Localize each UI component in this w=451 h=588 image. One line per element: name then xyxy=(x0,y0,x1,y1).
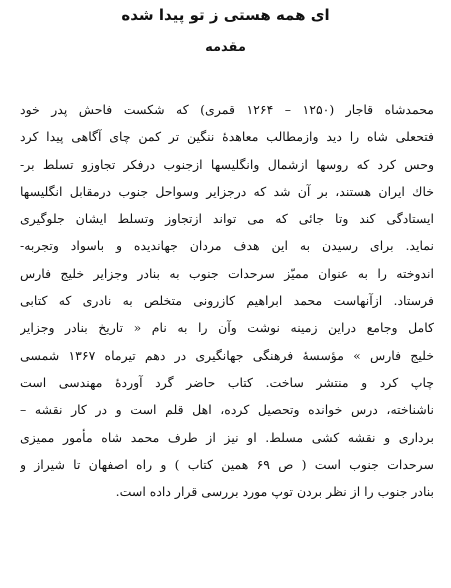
text-line: اندوخته را به عنوان ممیّز سرحدات جنوب به بنادر وجزایر خلیج فارس xyxy=(20,265,434,281)
text-line: ناشناخته، درس خوانده وتحصیل کرده، اهل قلم است و در کار نقشه – xyxy=(20,402,434,418)
text-line: سرحدات جنوب است ( ص ۶۹ همین کتاب ) و راه اصفهان تا شیراز و xyxy=(20,456,434,472)
text-line: نماید. برای رسیدن به این هدف مردان جهاندیده و باسواد وتجربه- xyxy=(20,238,434,254)
text-line: محمدشاه قاجار (۱۲۵۰ – ۱۲۶۴ قمری) که شکست فاحش پدر خود xyxy=(20,102,434,117)
text-line: چاپ کرد و منتشر ساخت. کتاب حاضر گرد آوردهٔ مهندسی است xyxy=(20,374,434,390)
text-line: بنادر جنوب را از نظر بردن توپ مورد بررسی قرار داده است. xyxy=(115,484,434,500)
text-line: برداری و نقشه کشی مسلط. او نیز از طرف محمد شاه مأمور ممیزی xyxy=(20,429,434,445)
document-title: ای همه هستی ز تو پیدا شده xyxy=(121,6,330,24)
text-line: ایستادگی کند وتا جائی که می تواند ازتجاوز وتسلط ایشان جلوگیری xyxy=(20,211,434,227)
section-heading: مقدمه xyxy=(205,40,246,55)
text-line: خلیج فارس » مؤسسهٔ فرهنگی جهانگیری در دهم تیرماه ۱۳۶۷ شمسی xyxy=(20,347,434,363)
text-line: فتحعلی شاه را دید وازمطالب معاهدهٔ ننگین تر کمن چای آگاهی پیدا کرد xyxy=(20,129,434,145)
text-line: فرستاد. ازآنهاست محمد ابراهیم کازرونی متخلص به نادری که کتابی xyxy=(20,293,434,309)
text-line: کامل وجامع دراین زمینه نوشت وآن را به نام « تاریخ بنادر وجزایر xyxy=(20,320,434,336)
text-line: خاك ایران هستند، بر آن شد که درجزایر وسواحل جنوب درمقابل انگلیسها xyxy=(20,183,434,199)
text-line: وحس کرد که روسها ازشمال وانگلیسها ازجنوب درفکر تجاوزو تسلط بر- xyxy=(20,156,434,172)
body-paragraph xyxy=(20,96,434,505)
